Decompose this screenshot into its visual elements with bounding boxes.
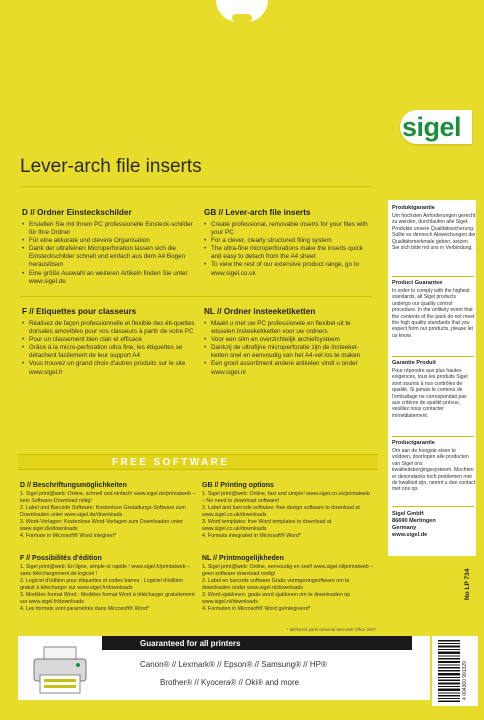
list-item: • Vous trouvez un grand choix d'autres produits sur le site www.sigel.fr	[22, 360, 196, 376]
guarantee-text: In order to comply with the highest standards, all Sigel products undergo our quality control procedure. In the unlikely event that the contents of the pack do not meet the high quality standards that you expect from our products, please let us know.	[392, 288, 475, 339]
software-gb	[202, 482, 374, 550]
product-code: No LP 734	[464, 568, 471, 600]
list-item: • Für eine akkurate und clevere Organisation	[22, 237, 196, 245]
list-item: • Pour un classement bien clair et efficace	[22, 336, 196, 344]
section-heading: GB // Lever-arch file inserts	[204, 208, 311, 217]
section-nl	[200, 304, 374, 392]
printer-icon	[30, 645, 90, 695]
section-de	[20, 205, 198, 285]
list-item: • Réalisez de façon professionnelle et flexible des éti-quettes dorsales amovibles pour vos classeurs à partir de votre PC	[22, 320, 196, 336]
list-item: • Erstellen Sie mit Ihrem PC professionelle Einsteck-schilder für Ihre Ordner	[22, 221, 196, 237]
list-item: • For a clever, clearly structured filing system	[204, 237, 370, 245]
software-heading: D // Beschriftungsmöglichkeiten	[20, 482, 127, 489]
guarantee-text: Um höchsten Anforderungen gerecht zu werden, durchlaufen alle Sigel-Produkte unsere Qualitätssicherung. Sollte es dennoch Abweichungen der Qualitätsmerkmale geben, setzen Sie sich bitte mit uns in Verbindung.	[392, 213, 476, 252]
list-item: • Maakt u met uw PC professionele en flexibel uit te wisselen insteeketiketten voor uw ordners	[204, 320, 370, 336]
list-item: 2. Logiciel d'édition pour étiquettes et codes barres : Logiciel d'édition gratuit à télécharger sur www.sigel.fr/downloads	[20, 578, 183, 591]
list-item: 2. Label and barcode software: free design software to download at www.sigel.co.uk/downloads	[202, 505, 360, 518]
guarantee-fr	[392, 360, 476, 419]
free-software-title: FREE SOFTWARE	[112, 457, 230, 468]
list-item: • To view the rest of our extensive product range, go to www.sigel.co.uk	[204, 261, 370, 277]
guarantee-text: Om aan de hoogste eisen te voldoen, doorlopen alle producten van Sigel ons kwaliteitsborgingssysteem. Mochten er desondanks toch problemen met de kwaliteit zijn, neemt u dan contact met ons op.	[392, 448, 476, 493]
list-item: 3. Word-Vorlagen: Kostenlose Word-Vorlagen zum Downloaden unter www.sigel.de/downloads	[20, 519, 183, 532]
software-nl	[202, 555, 374, 619]
sigel-logo: sigel	[402, 112, 462, 142]
list-item: • Create professional, removable inserts for your files with your PC	[204, 221, 370, 237]
list-item: 4. Formats integrated in Microsoft® Word*	[202, 533, 301, 539]
barcode-icon	[438, 640, 460, 702]
list-item: 3. Word templates: free Word templates to download at www.sigel.co.uk/downloads	[202, 519, 332, 532]
list-item: 1. Sigel print@web: En ligne, simple et rapide ! www.sigel.fr/printatweb – sans téléchargement de logiciel !	[20, 564, 190, 577]
list-item: 3. Word-sjablonen: gratis word sjablonen om te downloaden op www.sigel.nl/downloads	[202, 592, 351, 605]
list-item: • Dankzij de ultrafijne microperforatie zijn de insteeket-ketten snel en eenvoudig van het A4-vel los te maken	[204, 344, 370, 360]
software-heading: GB // Printing options	[202, 482, 274, 489]
software-heading: NL // Printmogelijkheden	[202, 555, 284, 562]
hanger-notch	[232, 14, 252, 22]
printer-brands-line1: Canon® // Lexmark® // Epson® // Samsung® // HP®	[140, 660, 327, 669]
printer-brands-line2: Brother® // Kyocera® // Oki® and more	[160, 678, 300, 687]
list-item: 4. Formaten in Microsoft® Word geïntegreerd*	[202, 606, 311, 612]
section-gb	[200, 205, 374, 277]
page-title: Lever-arch file inserts	[20, 156, 202, 177]
list-item: 3. Modèles format Word : Modèles format Word à télécharger gratuitement sur www.sigel.fr/downloads	[20, 592, 195, 605]
software-heading: F // Possibilités d'édition	[20, 555, 102, 562]
section-heading: D // Ordner Einsteckschilder	[22, 208, 132, 217]
section-heading: NL // Ordner insteeketiketten	[204, 307, 316, 316]
guarantee-gb	[392, 280, 476, 339]
list-item: • Eine größe Auswahl an weiteren Artikeln finden Sie unter www.sigel.de	[22, 270, 196, 286]
guarantee-heading: Productgarantie	[392, 440, 435, 446]
list-item: 1. Sigel print@web: Online, schnell und einfach! www.sigel.de/printatweb – kein Software-Download nötig!	[20, 491, 196, 504]
guarantee-nl	[392, 440, 476, 493]
company-website: www.sigel.de	[392, 532, 428, 538]
company-name: Sigel GmbH	[392, 511, 424, 517]
list-item: 1. Sigel print@web: Online, fast and simple! www.sigel.co.uk/printatweb – No need to download software!	[202, 491, 370, 504]
software-fr	[20, 555, 198, 619]
printer-header: Guaranteed for all printers	[140, 639, 241, 648]
company-address	[392, 511, 476, 539]
list-item: • Voor een slim en overzichtelijk archiefsysteem	[204, 336, 370, 344]
list-item: 4. Formate in Microsoft® Word integriert*	[20, 533, 117, 539]
list-item: 4. Les formats sont paramétrés dans Microsoft® Word*	[20, 606, 150, 612]
section-heading: F // Etiquettes pour classeurs	[22, 307, 137, 316]
footnote: * ab/from/à partir de/vanaf Microsoft Office 2007	[286, 627, 376, 632]
list-item: • The ultra-fine microperforations make the inserts quick and easy to detach from the A4 sheet	[204, 245, 370, 261]
company-country: Germany	[392, 525, 417, 531]
divider	[392, 356, 474, 357]
divider	[20, 296, 372, 297]
guarantee-heading: Produktgarantie	[392, 205, 435, 211]
divider	[20, 186, 372, 187]
list-item: 2. Label und Barcode Software: Kostenlose Gestaltungs-Software zum Downloaden unter www.sigel.de/downloads	[20, 505, 186, 518]
list-item: 1. Sigel print@web: Online, eenvoudig en snel! www.sigel.nl/printatweb – geen software download nodig!	[202, 564, 374, 577]
section-fr	[20, 304, 198, 392]
guarantee-heading: Garantie Produit	[392, 360, 436, 366]
divider	[392, 506, 474, 507]
list-item: 2. Label en barcode software Gratis vormgevingsoftware om te downloaden onder www.sigel.nl/downloads	[202, 578, 350, 591]
guarantee-text: Pour répondre aux plus hautes exigences, tous les produits Sigel sont soumis à nos contrôles de qualité. Si jamais le contenu de l'emballage ne correspondait pas aux critères de qualité prévus, veuillez nous contacter immédiatement.	[392, 368, 468, 419]
divider	[392, 276, 474, 277]
company-city: 86690 Mertingen	[392, 518, 436, 524]
guarantee-de	[392, 205, 476, 251]
list-item: • Een groot assortiment andere artikelen vindt u onder www.sigel.nl	[204, 360, 370, 376]
divider	[392, 436, 474, 437]
list-item: • Dank der ultrafeinen Microperforation lassen sich die Einsteckschilder schnell und einfach aus dem A4 Bogen herauslösen	[22, 245, 196, 269]
software-de	[20, 482, 198, 550]
ean-number: 4 004360 991329	[462, 661, 468, 700]
guarantee-heading: Product Guarantee	[392, 280, 443, 286]
list-item: • Grâce à la micro-perforation ultra fine, les étiquettes se détachent facilement de leur support A4	[22, 344, 196, 360]
